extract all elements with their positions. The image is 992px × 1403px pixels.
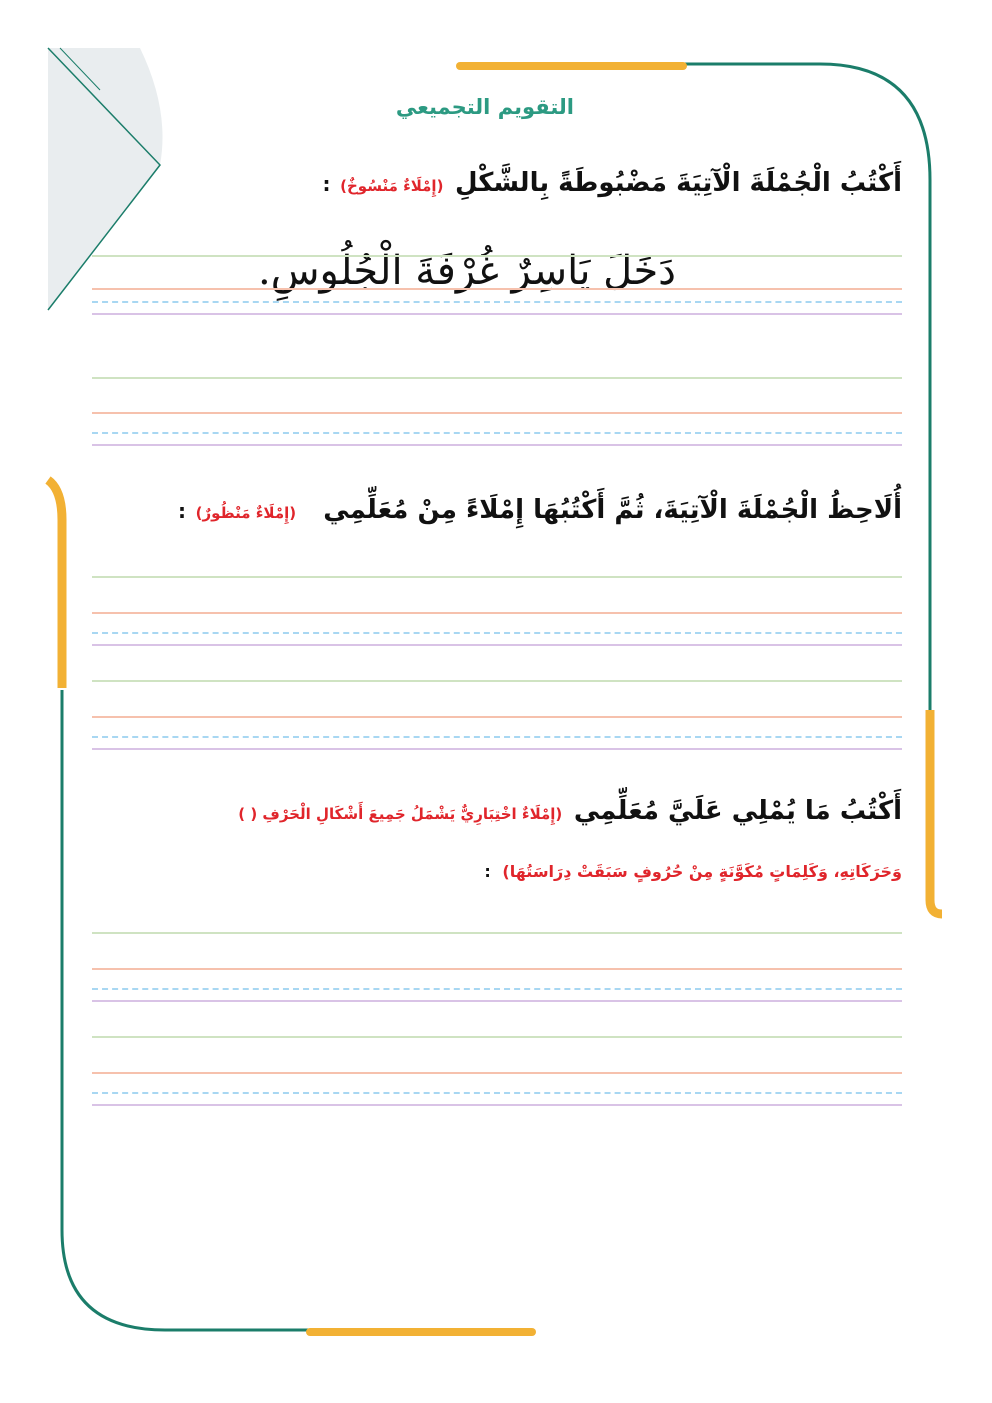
exercise-2-instruction (178, 495, 902, 525)
guide-line (92, 377, 902, 379)
guide-line (92, 412, 902, 414)
guide-line (92, 748, 902, 750)
guide-line (92, 968, 902, 970)
guide-line (92, 1092, 902, 1094)
exercise-3-note: (إِمْلَاءٌ اخْتِبَارِيٌّ يَشْمَلُ جَمِيعَ أَشْكَالِ الْحَرْفِ ( ) (238, 805, 563, 823)
guide-line (92, 1072, 902, 1074)
guide-line (92, 1036, 902, 1038)
guide-line (92, 1104, 902, 1106)
exercise-1-colon: : (322, 172, 331, 196)
guide-line (92, 301, 902, 303)
writing-area-1[interactable] (92, 255, 902, 445)
exercise-3-instruction-continued (484, 862, 902, 881)
page-title: التقويم التجميعي (395, 95, 574, 119)
guide-line (92, 612, 902, 614)
guide-line (92, 288, 902, 290)
exercise-1-instruction (323, 168, 902, 198)
guide-line (92, 932, 902, 934)
guide-line (92, 255, 902, 257)
guide-line (92, 1000, 902, 1002)
exercise-1-text: أَكْتُبُ الْجُمْلَةَ الْآتِيَةَ مَضْبُوطَةً بِالشَّكْلِ (455, 168, 902, 198)
exercise-1-note: (إِمْلَاءٌ مَنْسُوخٌ) (340, 177, 444, 195)
guide-line (92, 576, 902, 578)
exercise-2-colon: : (178, 499, 187, 523)
guide-line (92, 313, 902, 315)
model-sentence: دَخَلَ يَاسِرٌ غُرْفَةَ الْجُلُوسِ. (257, 248, 676, 294)
exercise-3-instruction (238, 796, 902, 826)
guide-line (92, 680, 902, 682)
exercise-3-note-continued: وَحَرَكَاتِهِ، وَكَلِمَاتٍ مُكَوَّنَةٍ مِنْ حُرُوفٍ سَبَقَتْ دِرَاسَتُهَا) (502, 862, 902, 881)
writing-area-2[interactable] (92, 576, 902, 751)
guide-line (92, 988, 902, 990)
guide-line (92, 644, 902, 646)
guide-line (92, 736, 902, 738)
exercise-3-colon: : (484, 862, 491, 881)
guide-line (92, 444, 902, 446)
guide-line (92, 632, 902, 634)
exercise-2-text: أُلَاحِظُ الْجُمْلَةَ الْآتِيَةَ، ثُمَّ أَكْتُبُهَا إِمْلَاءً مِنْ مُعَلِّمِي (323, 495, 902, 525)
exercise-2-note: (إِمْلَاءٌ مَنْظُورٌ) (195, 504, 297, 522)
guide-line (92, 432, 902, 434)
exercise-3-text: أَكْتُبُ مَا يُمْلِي عَلَيَّ مُعَلِّمِي (573, 796, 902, 826)
guide-line (92, 716, 902, 718)
writing-area-3[interactable] (92, 932, 902, 1110)
